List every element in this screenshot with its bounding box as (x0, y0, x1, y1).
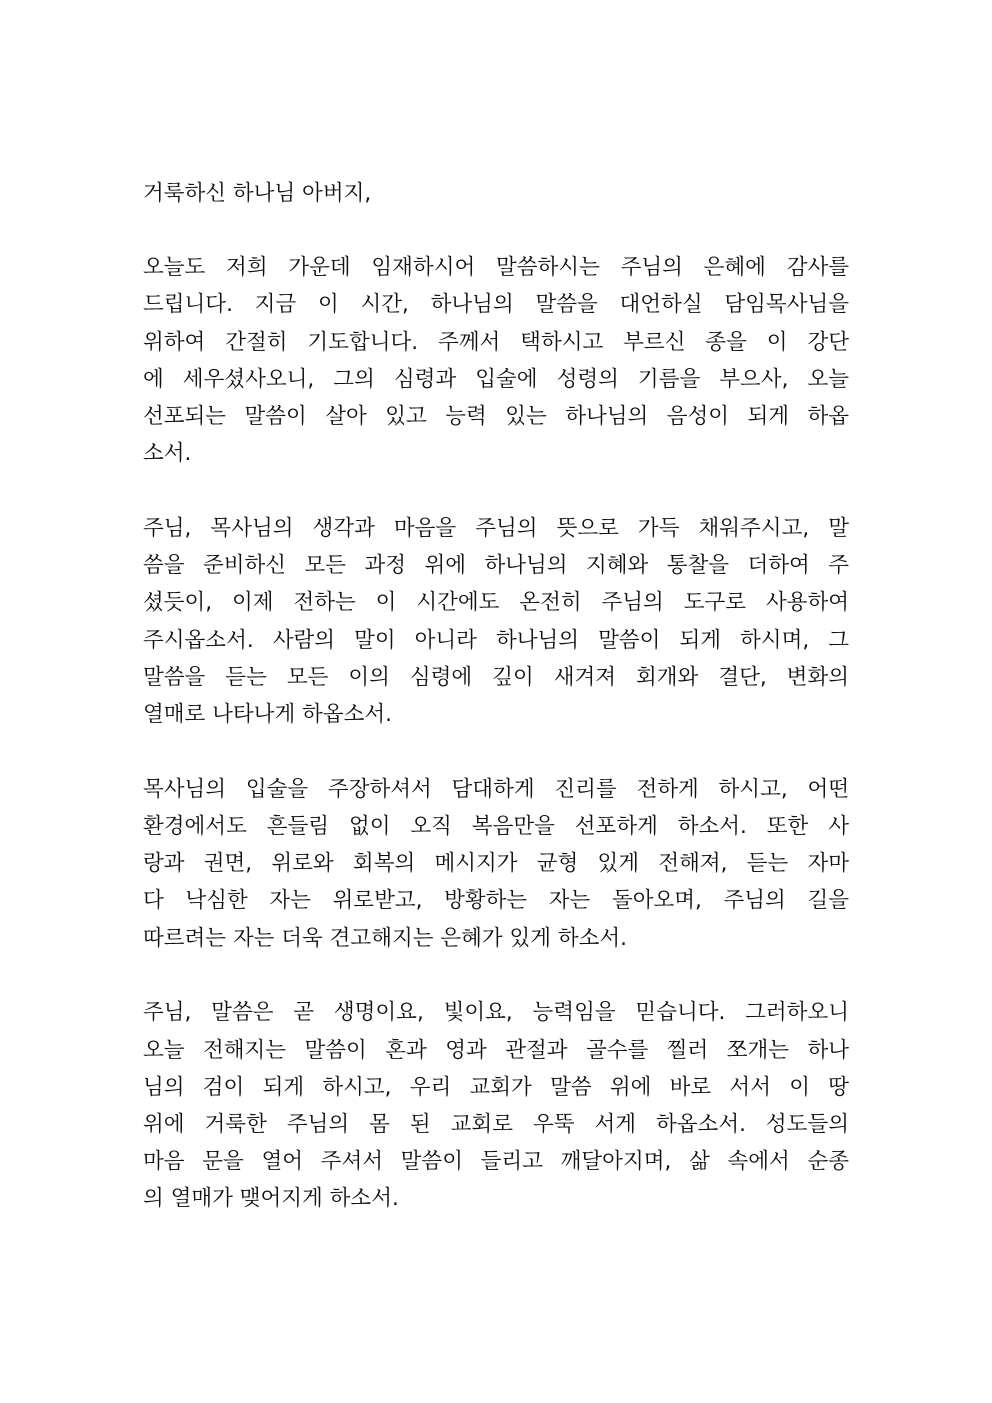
paragraph-1 (143, 249, 849, 472)
text-line: 주님, 말씀은 곧 생명이요, 빛이요, 능력임을 믿습니다. 그러하오니 (143, 1000, 849, 1026)
paragraph-4 (143, 994, 849, 1217)
text-line: 주시옵소서. 사람의 말이 아니라 하나님의 말씀이 되게 하시며, 그 (143, 627, 849, 653)
text-line: 랑과 권면, 위로와 회복의 메시지가 균형 있게 전해져, 듣는 자마 (143, 851, 849, 877)
text-line: 다 낙심한 자는 위로받고, 방황하는 자는 돌아오며, 주님의 길을 (143, 888, 849, 914)
text-line: 드립니다. 지금 이 시간, 하나님의 말씀을 대언하실 담임목사님을 (143, 292, 849, 318)
text-line: 환경에서도 흔들림 없이 오직 복음만을 선포하게 하소서. 또한 사 (143, 814, 849, 840)
text-line: 목사님의 입술을 주장하셔서 담대하게 진리를 전하게 하시고, 어떤 (143, 776, 849, 802)
text-line: 위에 거룩한 주님의 몸 된 교회로 우뚝 서게 하옵소서. 성도들의 (143, 1112, 849, 1138)
text-line: 주님, 목사님의 생각과 마음을 주님의 뜻으로 가득 채워주시고, 말 (143, 516, 849, 542)
paragraph-2 (143, 510, 849, 733)
salutation: 거룩하신 하나님 아버지, (143, 181, 372, 206)
text-line: 오늘 전해지는 말씀이 혼과 영과 관절과 골수를 찔러 쪼개는 하나 (143, 1037, 849, 1063)
text-line: 의 열매가 맺어지게 하소서. (143, 1186, 399, 1212)
text-line: 위하여 간절히 기도합니다. 주께서 택하시고 부르신 종을 이 강단 (143, 329, 849, 355)
text-line: 열매로 나타나게 하옵소서. (143, 702, 392, 728)
paragraph-3 (143, 771, 849, 957)
text-line: 오늘도 저희 가운데 임재하시어 말씀하시는 주님의 은혜에 감사를 (143, 255, 849, 281)
text-line: 말씀을 듣는 모든 이의 심령에 깊이 새겨져 회개와 결단, 변화의 (143, 664, 849, 690)
text-line: 소서. (143, 441, 192, 467)
text-line: 따르려는 자는 더욱 견고해지는 은혜가 있게 하소서. (143, 925, 627, 951)
text-line: 씀을 준비하신 모든 과정 위에 하나님의 지혜와 통찰을 더하여 주 (143, 553, 849, 579)
prayer-document (143, 175, 849, 1255)
text-line: 님의 검이 되게 하시고, 우리 교회가 말씀 위에 바로 서서 이 땅 (143, 1074, 849, 1100)
text-line: 선포되는 말씀이 살아 있고 능력 있는 하나님의 음성이 되게 하옵 (143, 404, 849, 430)
text-line: 마음 문을 열어 주셔서 말씀이 들리고 깨달아지며, 삶 속에서 순종 (143, 1149, 849, 1175)
text-line: 셨듯이, 이제 전하는 이 시간에도 온전히 주님의 도구로 사용하여 (143, 590, 849, 616)
text-line: 에 세우셨사오니, 그의 심령과 입술에 성령의 기름을 부으사, 오늘 (143, 366, 849, 392)
